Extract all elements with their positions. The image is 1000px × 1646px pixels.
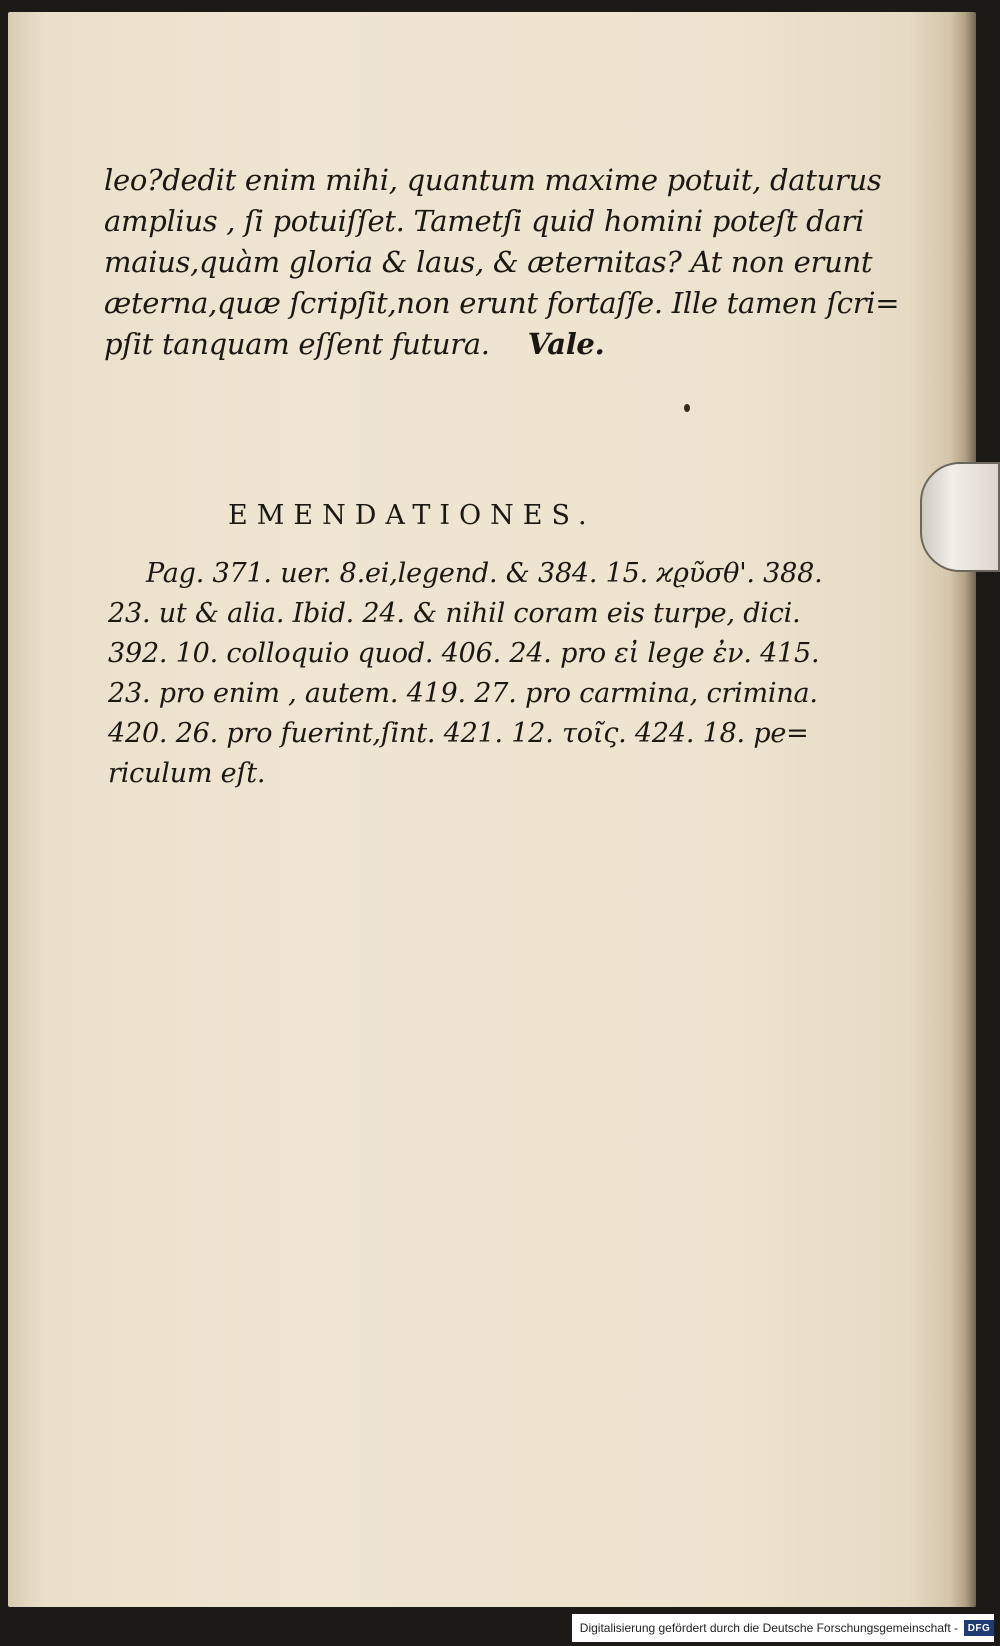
letter-closing: Vale.: [527, 327, 605, 361]
letter-line: maius,quàm gloria & laus, & æternitas? At non erunt: [104, 245, 873, 279]
emendation-line: 23. pro enim , autem. 419. 27. pro carmina, crimina.: [108, 678, 818, 709]
emendations-heading: EMENDATIONES.: [228, 500, 596, 531]
letter-line: amplius , ſi potuiſſet. Tametſi quid homini poteſt dari: [104, 204, 864, 238]
ink-speck: [684, 404, 690, 412]
emendation-line: 420. 26. pro fuerint,ſint. 421. 12. τοῖς. 424. 18. pe=: [108, 718, 809, 749]
emendation-line: 23. ut & alia. Ibid. 24. & nihil coram eis turpe, dici.: [108, 598, 801, 629]
letter-line-last: [104, 324, 764, 365]
emendations-text-block: [108, 554, 823, 794]
emendation-line: Pag. 371. uer. 8.ei,legend. & 384. 15. ϰϱῦσθ'. 388.: [146, 558, 823, 589]
letter-text-block: [104, 160, 900, 365]
letter-line: pſit tanquam eſſent futura.: [104, 327, 490, 361]
footer-credit: Digitalisierung gefördert durch die Deutsche Forschungsgemeinschaft -: [579, 1621, 958, 1635]
paper-page: [8, 12, 976, 1607]
letter-line: leo?dedit enim mihi, quantum maxime potuit, daturus: [104, 163, 882, 197]
dfg-logo-icon: DFG: [964, 1620, 994, 1636]
page-edge-shadow: [950, 12, 976, 1607]
emendation-line: riculum eſt.: [108, 758, 266, 789]
book-clip: [920, 462, 1000, 572]
digitization-footer: [572, 1614, 994, 1642]
emendation-line: 392. 10. colloquio quod. 406. 24. pro εἰ lege ἐν. 415.: [108, 638, 820, 669]
letter-line: æterna,quæ ſcripſit,non erunt fortaſſe. Ille tamen ſcri=: [104, 286, 900, 320]
